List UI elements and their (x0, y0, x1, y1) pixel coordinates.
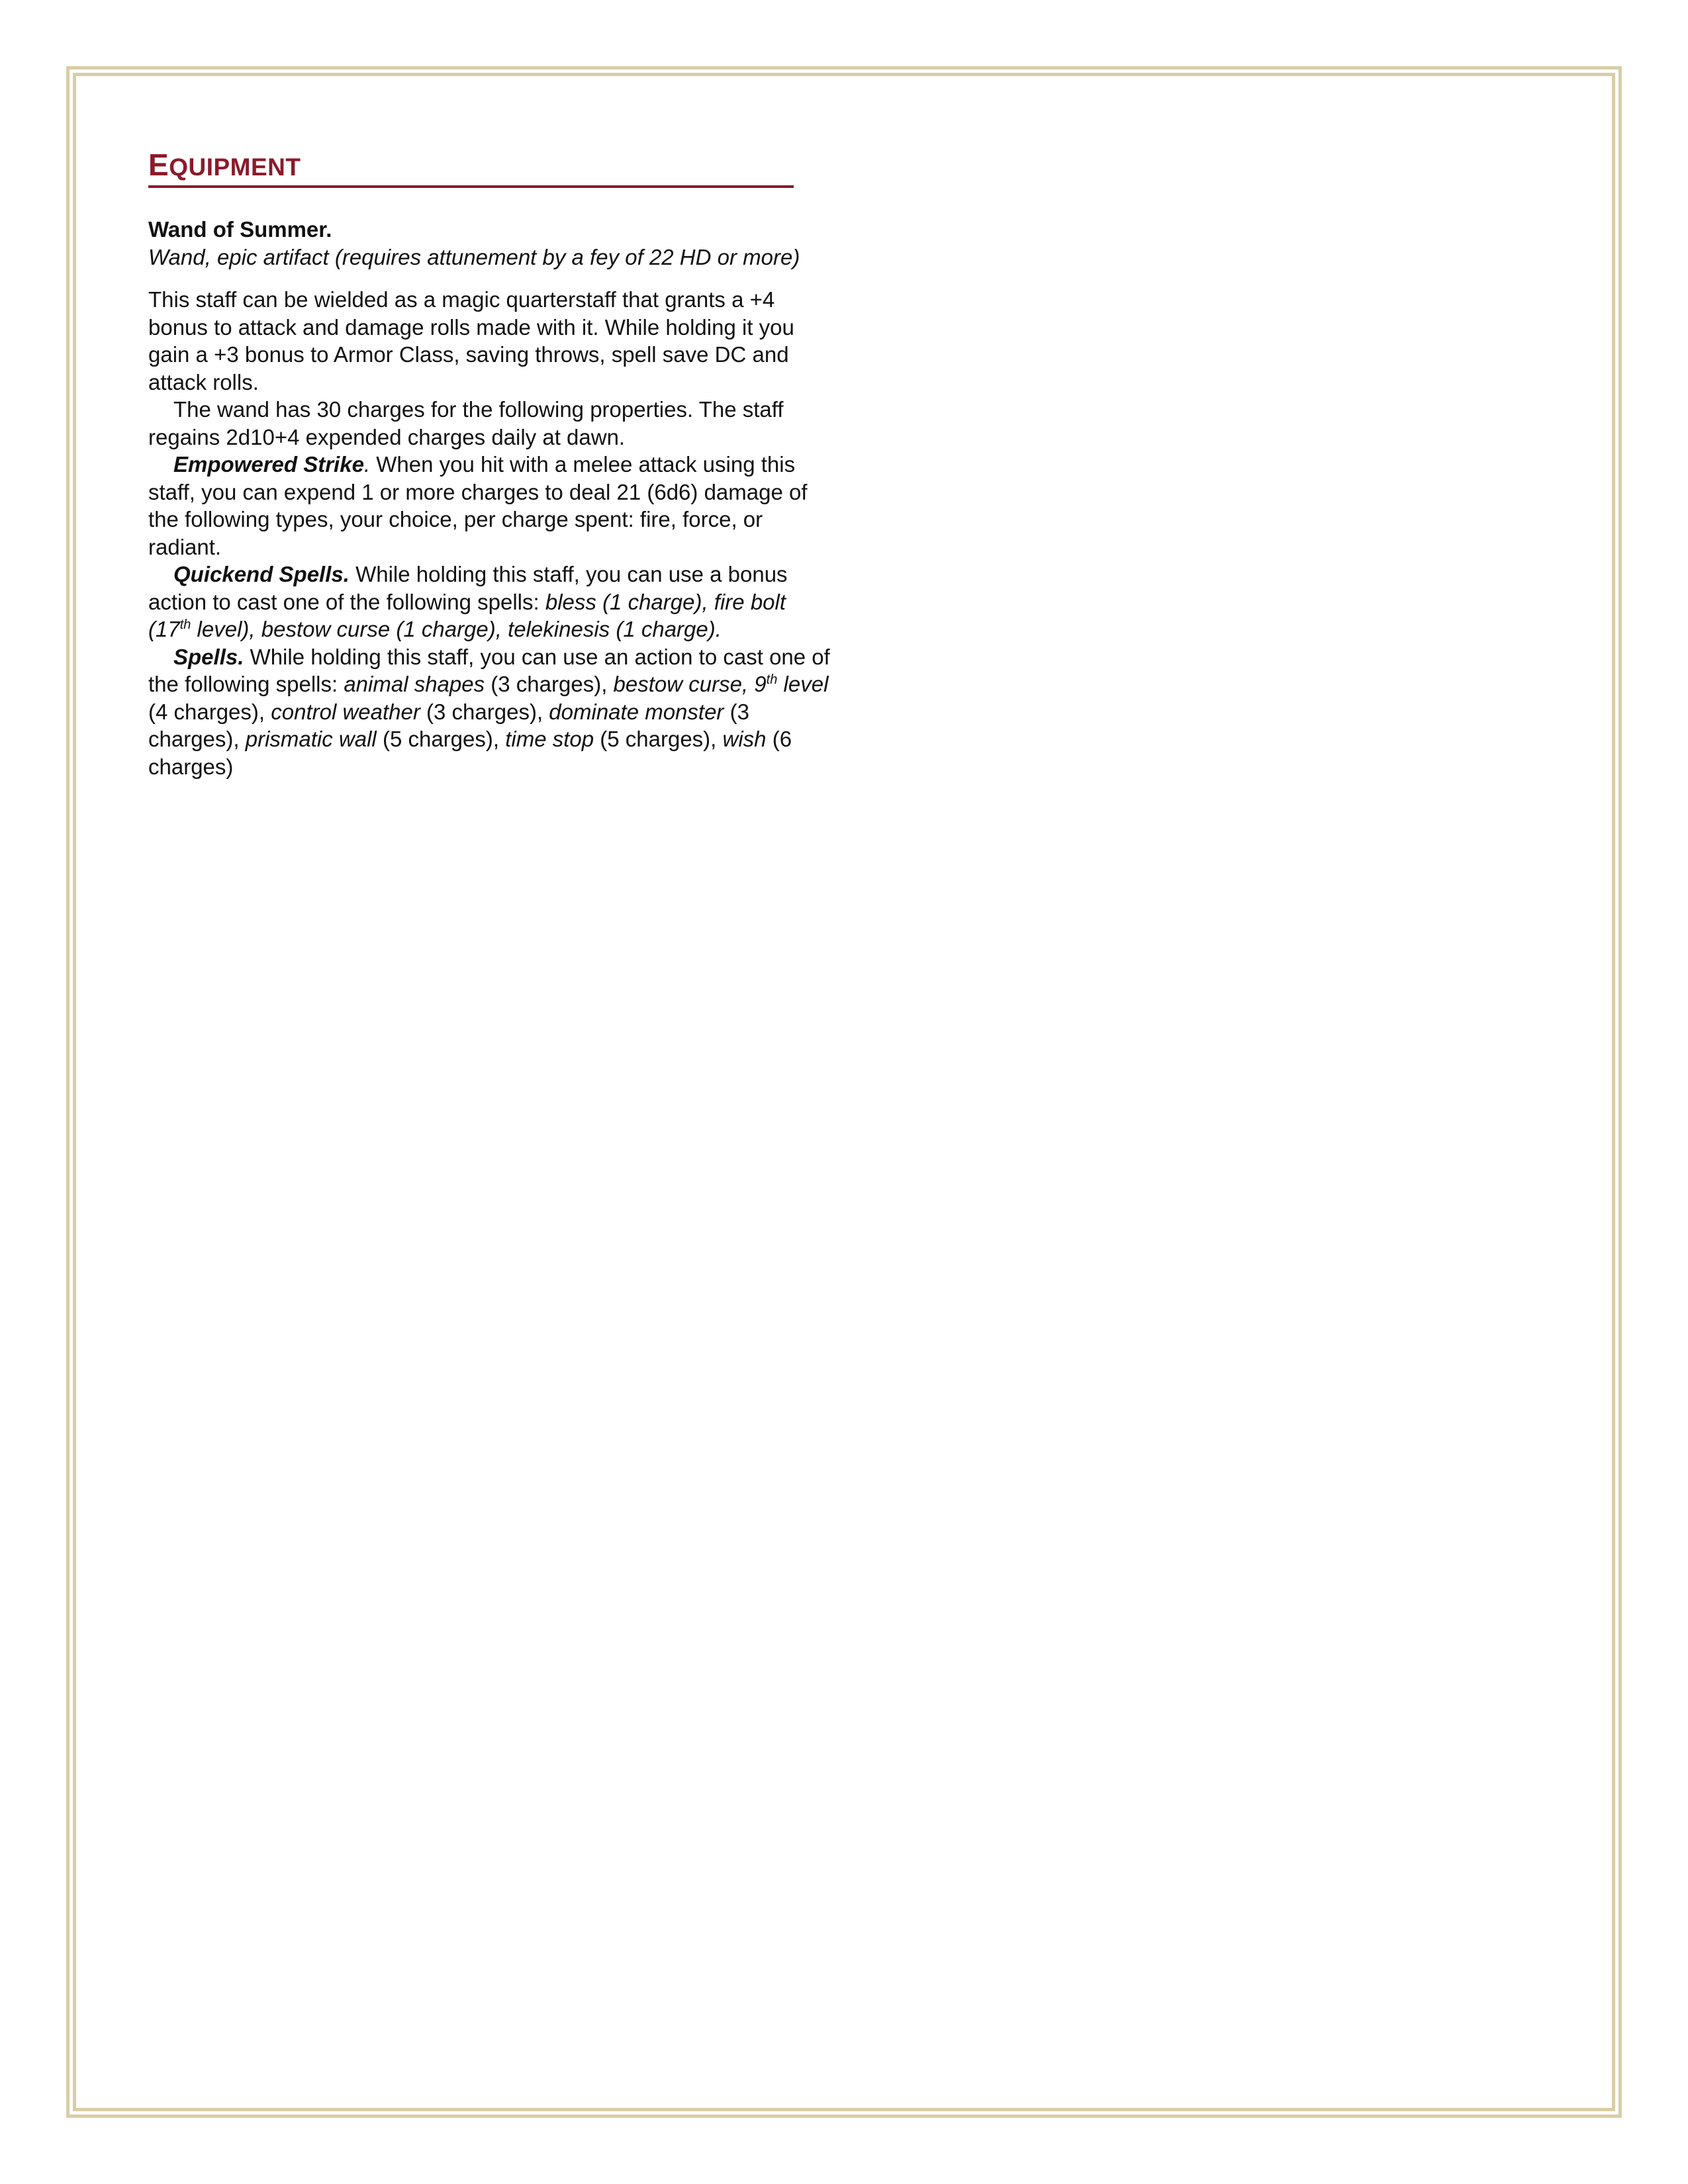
description-paragraph-1: This staff can be wielded as a magic quarterstaff that grants a +4 bonus to attack and damage rolls made with it. While holding it you gain a +3 bonus to Armor Class, saving throws, spell save DC and attack rolls. (148, 287, 794, 394)
spell-wish: wish (722, 727, 767, 751)
quickend-spells-text: While holding this staff, you can use a bonus action to cast one of the following spells: (148, 562, 788, 614)
spell-bestow-curse-sup: th (766, 672, 778, 687)
spell-prismatic-wall: prismatic wall (245, 727, 377, 751)
spell-animal-shapes: animal shapes (344, 672, 485, 696)
spell-dominate-monster: dominate monster (549, 699, 724, 724)
spell-prismatic-wall-charges: (5 charges), (376, 727, 506, 751)
spells-paragraph (148, 643, 830, 781)
section-heading-rest: QUIPMENT (169, 154, 301, 181)
spell-dominate-monster-charges: (3 charges), (148, 699, 749, 751)
spells-text: While holding this staff, you can use an action to cast one of the following spells: (148, 644, 830, 696)
spell-bestow-curse-b: level (777, 672, 829, 696)
spell-wish-charges: (6 charges) (148, 727, 792, 779)
empowered-strike-text: When you hit with a melee attack using this staff, you can expend 1 or more charges to deal 21 (6d6) damage of the following types, your choice, per charge spent: fire, force, or radiant. (148, 452, 808, 559)
quickend-spells-list-a: bless (1 charge), fire bolt (17 (148, 589, 786, 641)
content-column (148, 147, 830, 780)
empowered-strike-title: Empowered Strike (173, 452, 364, 477)
spell-animal-shapes-charges: (3 charges), (485, 672, 614, 696)
item-name: Wand of Summer. (148, 217, 332, 242)
empowered-strike-punct: . (363, 452, 371, 477)
item-type-line: Wand, epic artifact (requires attunement by a fey of 22 HD or more) (148, 245, 800, 269)
section-heading (148, 147, 794, 188)
section-heading-initial: E (148, 148, 169, 182)
quickend-spells-paragraph (148, 561, 830, 643)
spell-time-stop-charges: (5 charges), (594, 727, 723, 751)
quickend-spells-title: Quickend Spells. (173, 562, 350, 586)
spell-control-weather-charges: (3 charges), (420, 699, 549, 724)
empowered-strike-paragraph (148, 451, 830, 561)
description-paragraph-2: The wand has 30 charges for the following properties. The staff regains 2d10+4 expended charges daily at dawn. (148, 397, 784, 449)
spell-bestow-curse-charges: (4 charges), (148, 699, 271, 724)
spell-control-weather: control weather (271, 699, 420, 724)
quickend-spells-list-b: level), bestow curse (1 charge), telekinesis (1 charge). (191, 617, 722, 641)
quickend-spells-sup: th (179, 617, 191, 632)
spell-time-stop: time stop (505, 727, 594, 751)
spells-title: Spells. (173, 644, 244, 669)
spell-bestow-curse-a: bestow curse, 9 (613, 672, 767, 696)
